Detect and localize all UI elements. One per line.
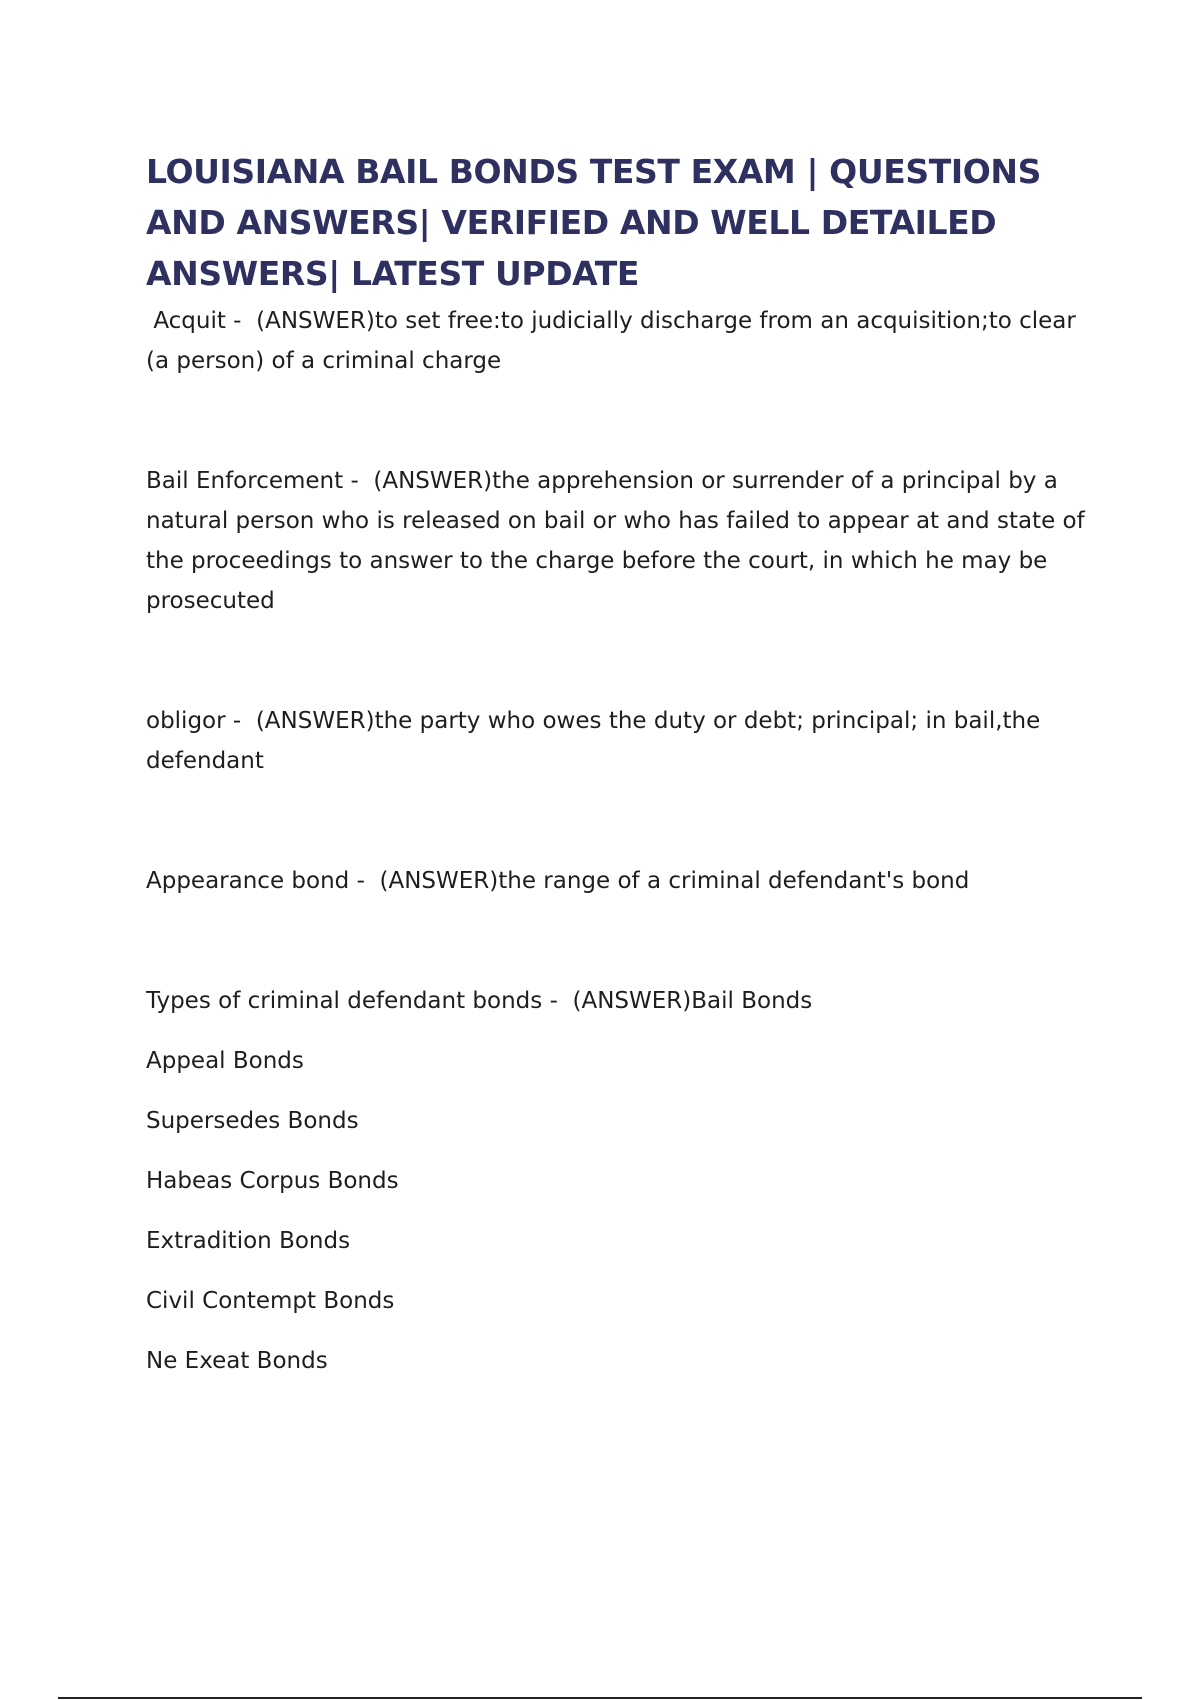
- entry-answer: (ANSWER)to set free:to judicially discharge from an acquisition;to clear (a person) of a criminal charge: [146, 308, 1084, 374]
- entry-answer: (ANSWER)the range of a criminal defendant's bond: [379, 868, 970, 894]
- bond-type-item: Supersedes Bonds: [146, 1108, 359, 1134]
- entry-answer: (ANSWER)the apprehension or surrender of a principal by a natural person who is released on bail or who has failed to appear at and state of the proceedings to answer to the charge before the court, in which he may be prosecuted: [146, 468, 1093, 614]
- bond-type-item: Ne Exeat Bonds: [146, 1348, 328, 1374]
- entry-separator: -: [349, 868, 380, 894]
- bond-type-item: Civil Contempt Bonds: [146, 1288, 395, 1314]
- entry-term: obligor: [146, 708, 226, 734]
- bond-type-item: Habeas Corpus Bonds: [146, 1168, 399, 1194]
- entry-separator: -: [225, 708, 256, 734]
- entry-acquit: [146, 301, 1096, 381]
- entry-term: Bail Enforcement: [146, 468, 344, 494]
- entry-separator: -: [343, 468, 374, 494]
- bond-type-item: Appeal Bonds: [146, 1048, 304, 1074]
- page-bottom-rule: [58, 1697, 1142, 1699]
- entry-obligor: [146, 701, 1096, 781]
- entry-answer: (ANSWER)the party who owes the duty or debt; principal; in bail,the defendant: [146, 708, 1048, 774]
- entry-term: Appearance bond: [146, 868, 350, 894]
- entry-bail-enforcement: [146, 461, 1096, 621]
- entry-types-of-bonds: [146, 981, 1096, 1021]
- entry-appearance-bond: [146, 861, 1096, 901]
- document-title: LOUISIANA BAIL BONDS TEST EXAM | QUESTIONS AND ANSWERS| VERIFIED AND WELL DETAILED ANSWERS| LATEST UPDATE: [146, 152, 1041, 293]
- entry-term: Types of criminal defendant bonds: [146, 988, 543, 1014]
- entry-separator: -: [542, 988, 573, 1014]
- entry-term: Acquit: [146, 308, 226, 334]
- entry-answer: (ANSWER)Bail Bonds: [572, 988, 813, 1014]
- bond-type-item: Extradition Bonds: [146, 1228, 351, 1254]
- document-content: [146, 146, 1096, 1381]
- entry-separator: -: [225, 308, 257, 334]
